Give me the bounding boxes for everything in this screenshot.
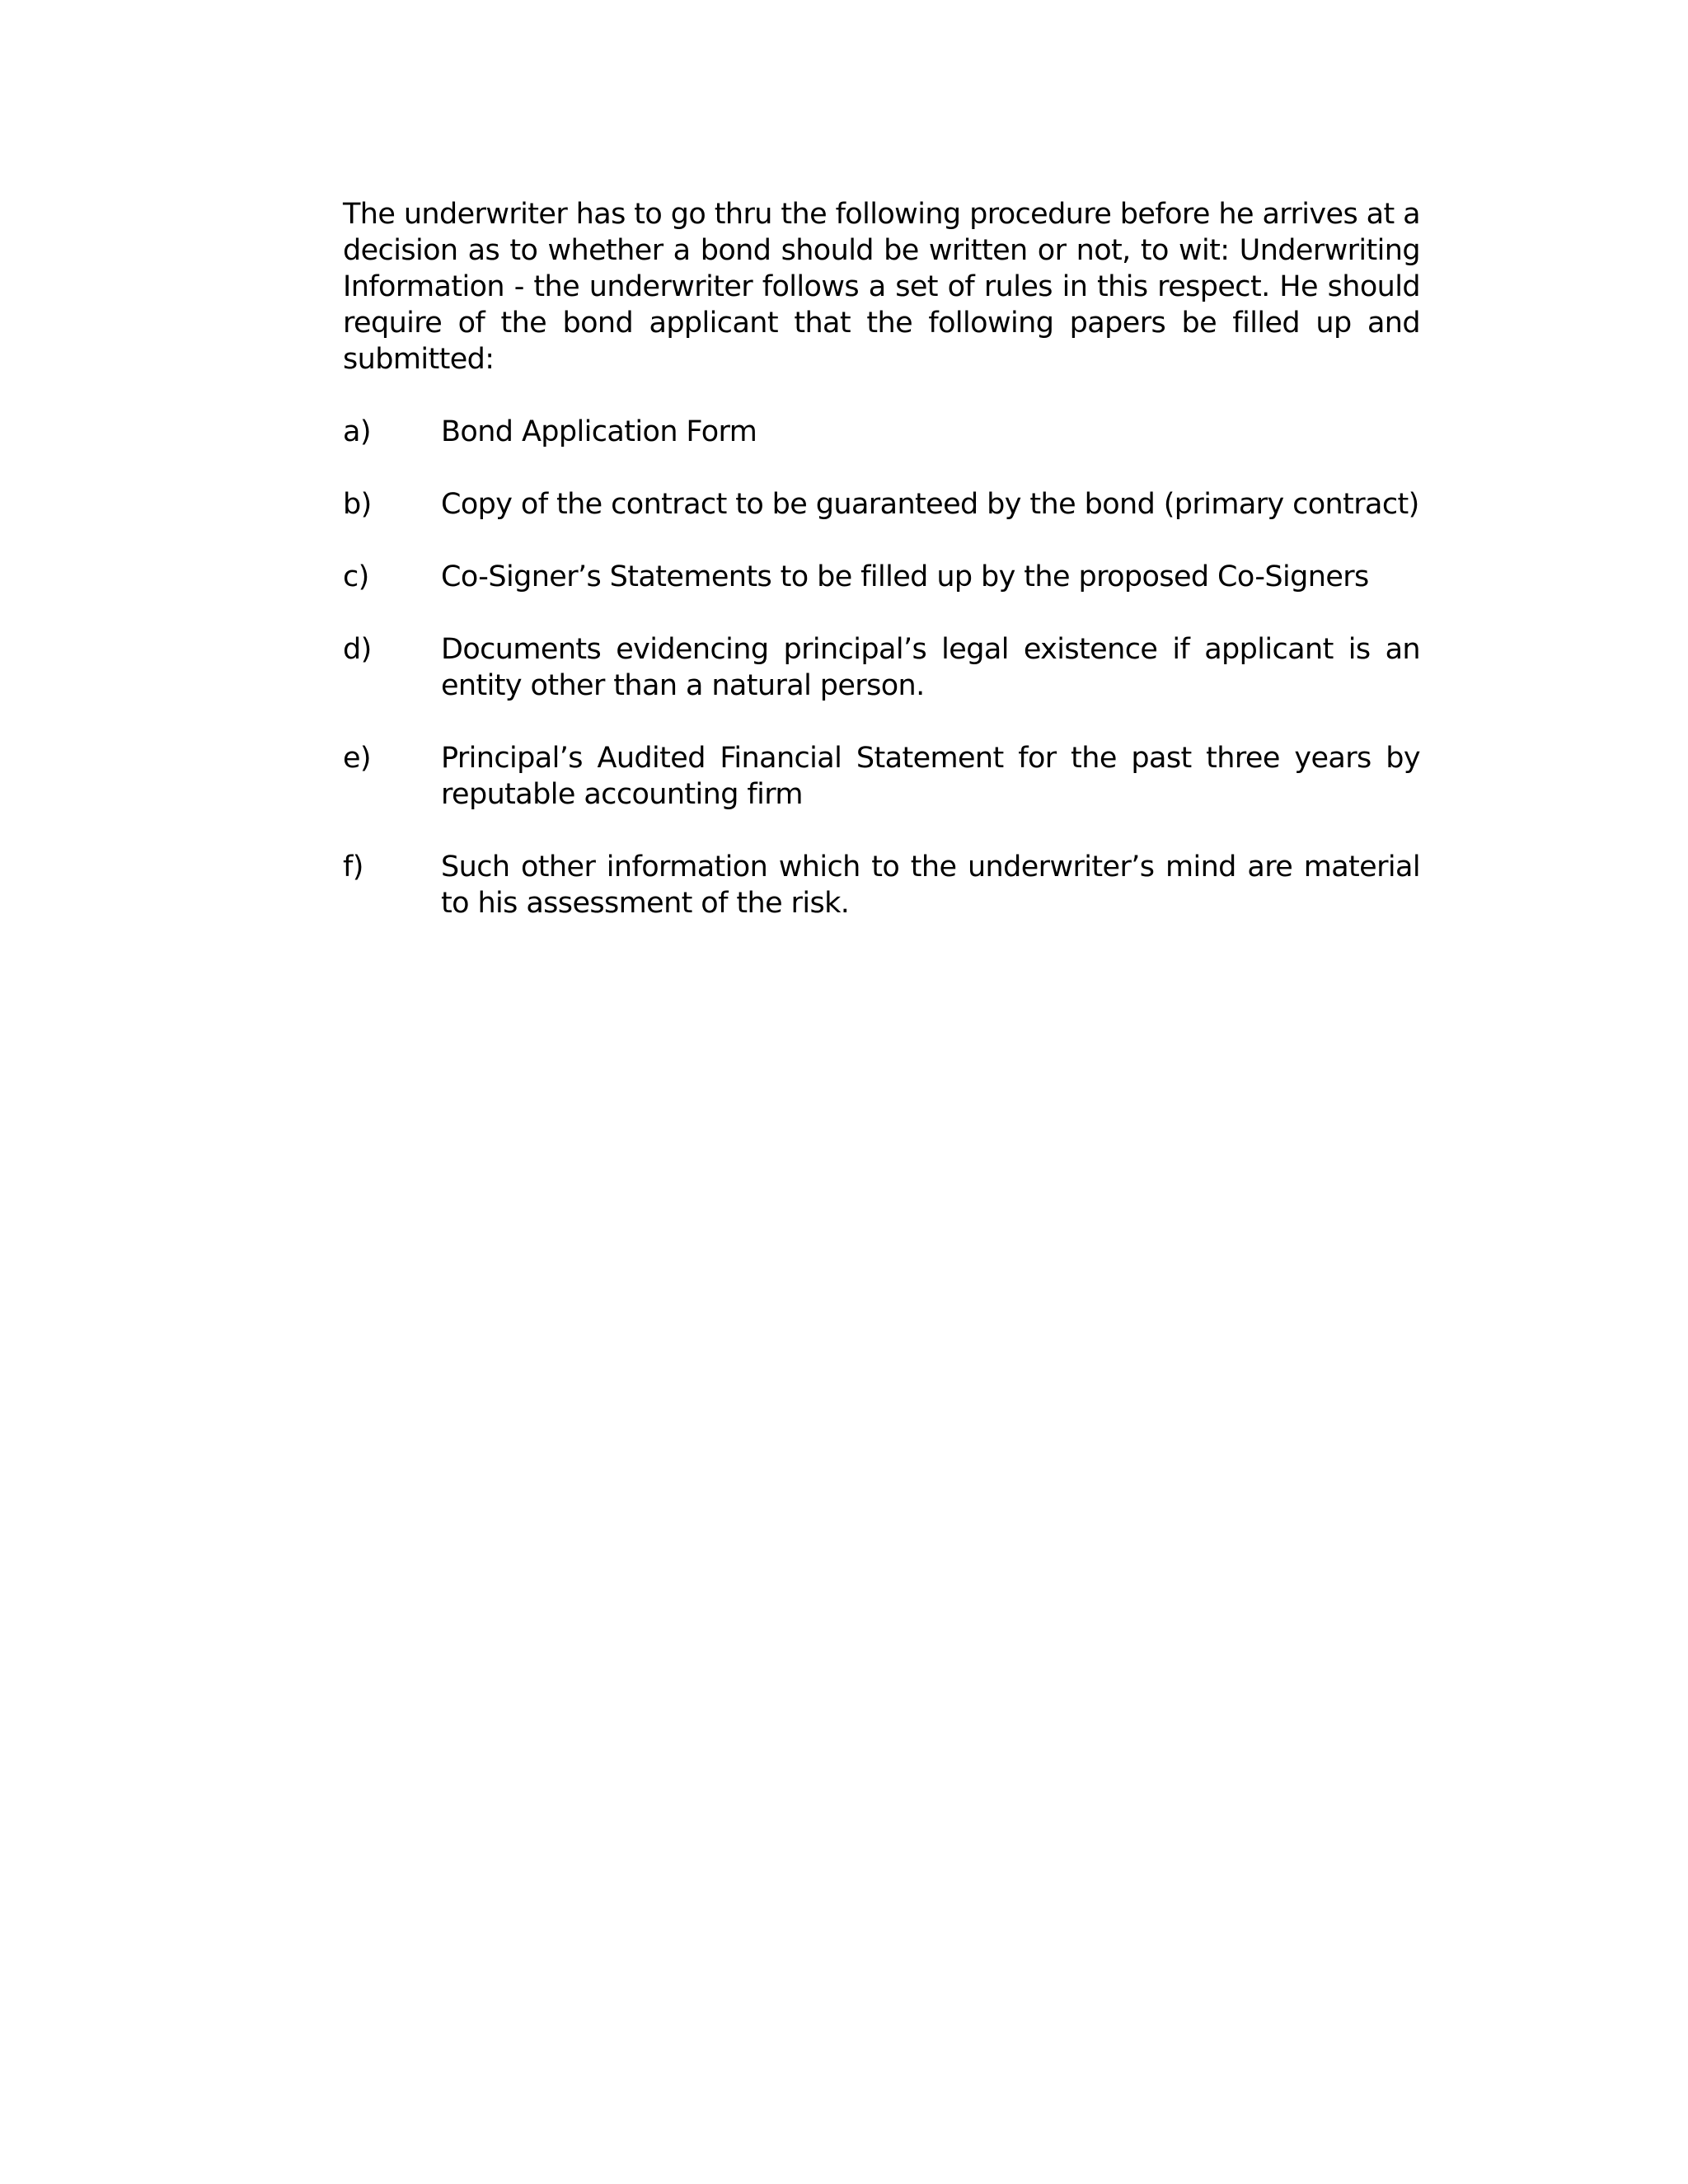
list-item bbox=[343, 486, 1420, 523]
list-item-marker: e) bbox=[343, 742, 371, 775]
list-item bbox=[343, 414, 1420, 450]
list-item-text: Such other information which to the underwriter’s mind are material to his assessment of the risk. bbox=[441, 851, 1420, 920]
list-item bbox=[343, 559, 1420, 595]
list-item bbox=[343, 740, 1420, 813]
list-item-text: Copy of the contract to be guaranteed by the bond (primary contract) bbox=[441, 488, 1419, 521]
list-item-text: Documents evidencing principal’s legal existence if applicant is an entity other than a natural person. bbox=[441, 633, 1420, 702]
list-item-marker: b) bbox=[343, 488, 372, 521]
list-item bbox=[343, 631, 1420, 704]
list-item-text: Bond Application Form bbox=[441, 415, 757, 448]
list-item-marker: d) bbox=[343, 633, 372, 666]
list-item-marker: f) bbox=[343, 851, 363, 883]
list-item bbox=[343, 849, 1420, 921]
list-item-text: Co-Signer’s Statements to be filled up by the proposed Co-Signers bbox=[441, 560, 1369, 593]
requirements-list bbox=[343, 414, 1420, 921]
intro-paragraph: The underwriter has to go thru the following procedure before he arrives at a decision as to whether a bond should be written or not, to wit: Underwriting Information - the underwriter follows a set of rules in this respect. He should require of the bond applicant that the following papers be filled up and submitted: bbox=[343, 198, 1420, 376]
list-item-marker: c) bbox=[343, 560, 369, 593]
list-item-text: Principal’s Audited Financial Statement for the past three years by reputable accounting firm bbox=[441, 742, 1420, 811]
list-item-marker: a) bbox=[343, 415, 371, 448]
document-body bbox=[343, 196, 1420, 958]
